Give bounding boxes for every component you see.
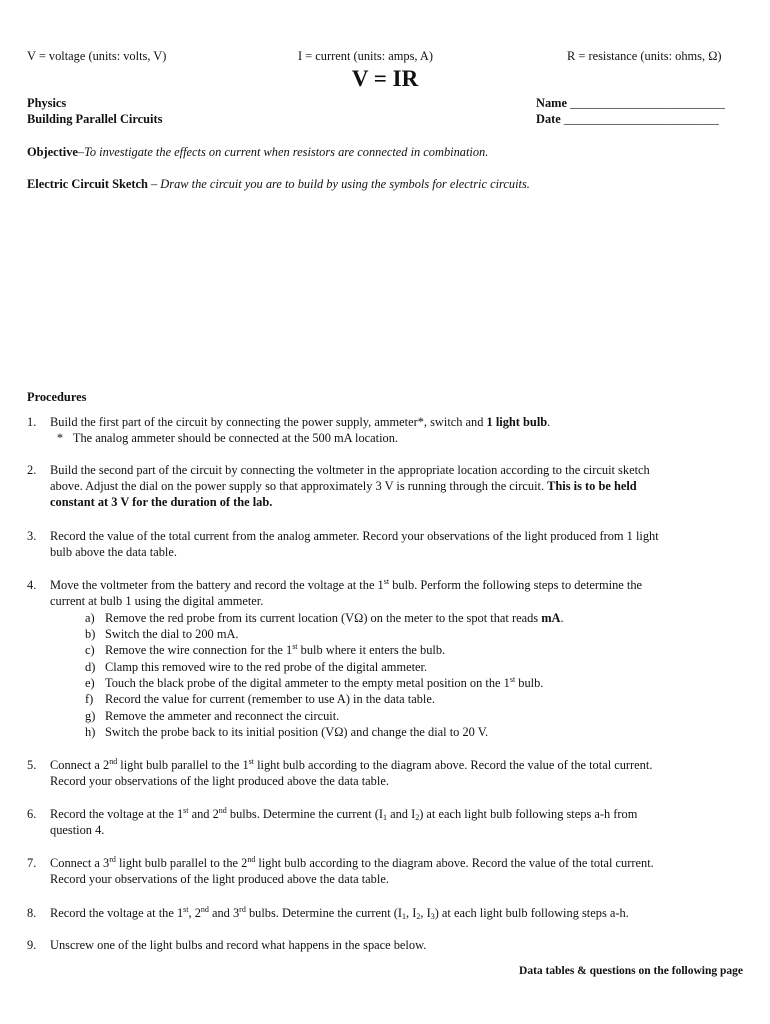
step-4-substep-b: b) Switch the dial to 200 mA. — [85, 627, 239, 641]
lab-title: Building Parallel Circuits — [27, 112, 163, 126]
resistance-definition: R = resistance (units: ohms, Ω) — [567, 49, 722, 63]
note-asterisk: * — [56, 431, 64, 445]
name-blank: _________________________ — [570, 96, 725, 110]
step-text: Move the voltmeter from the battery and record the voltage at the 1st bulb. Perform the following steps to determine the current at bulb 1 using the digital ammeter. — [50, 577, 643, 608]
step-text: Connect a 3rd light bulb parallel to the 2nd light bulb according to the diagram above. Record the value of the total current. Record your observations of the light produced above the data table. — [50, 855, 654, 886]
sketch-line — [27, 176, 530, 192]
sketch-text: – Draw the circuit you are to build by using the symbols for electric circuits. — [151, 177, 530, 191]
step-4-substep-h: h) Switch the probe back to its initial position (VΩ) and change the dial to 20 V. — [85, 725, 489, 739]
date-label: Date — [536, 112, 561, 126]
name-row — [536, 95, 725, 111]
date-row — [536, 111, 719, 127]
step-text: Build the first part of the circuit by connecting the power supply, ammeter*, switch and 1 light bulb. — [50, 415, 551, 429]
current-definition: I = current (units: amps, A) — [298, 49, 433, 63]
step-text: Connect a 2nd light bulb parallel to the 1st light bulb according to the diagram above. Record the value of the total current. Record your observations of the light produced above the data table. — [50, 757, 653, 788]
step-4-substep-e: e) Touch the black probe of the digital ammeter to the empty metal position on the 1st bulb. — [85, 675, 544, 690]
step-text: Record the value of the total current from the analog ammeter. Record your observations of the light produced from 1 light bulb above the data table. — [50, 529, 659, 559]
name-label: Name — [536, 96, 567, 110]
procedures-heading: Procedures — [27, 390, 87, 404]
step-number: 8. — [27, 906, 37, 920]
step-4-substep-d: d) Clamp this removed wire to the red probe of the digital ammeter. — [85, 660, 428, 674]
circuit-sketch-area — [27, 196, 743, 382]
step-number: 2. — [27, 463, 37, 477]
step-text: Record the voltage at the 1st, 2nd and 3rd bulbs. Determine the current ($I_1$, $I_2$, $I_3$) at each light bulb following steps a-h. — [50, 905, 629, 921]
voltage-definition: V = voltage (units: volts, V) — [27, 49, 167, 63]
step-text: Unscrew one of the light bulbs and record what happens in the space below. — [50, 938, 427, 952]
step-text: Record the voltage at the 1st and 2nd bulbs. Determine the current ($I_1$ and $I_2$) at each light bulb following steps a-h from question 4. — [50, 806, 638, 837]
step-4-substep-c: c) Remove the wire connection for the 1st bulb where it enters the bulb. — [85, 642, 446, 657]
step-number: 5. — [27, 758, 37, 772]
objective-text: –To investigate the effects on current when resistors are connected in combination. — [77, 145, 489, 159]
step-number: 9. — [27, 938, 37, 952]
ohms-law-formula: V = IR — [351, 66, 419, 91]
continued-note: Data tables & questions on the following page — [519, 965, 743, 977]
step-number: 7. — [27, 856, 37, 870]
sketch-label: Electric Circuit Sketch — [27, 177, 148, 191]
step-4-substep-f: f) Record the value for current (remember to use A) in the data table. — [85, 692, 435, 706]
step-text: Build the second part of the circuit by connecting the voltmeter in the appropriate location according to the circuit sketch above. Adjust the dial on the power supply so that approximately 3 V is running through the circuit. This is to be held constant at 3 V for the duration of the lab. — [50, 463, 650, 509]
objective-label: Objective — [27, 145, 78, 159]
step-number: 4. — [27, 578, 37, 592]
date-blank: _________________________ — [563, 112, 719, 126]
step-number: 3. — [27, 529, 37, 543]
step-4-substep-g: g) Remove the ammeter and reconnect the circuit. — [85, 709, 340, 723]
subject-label: Physics — [27, 96, 67, 110]
step-number: 1. — [27, 415, 37, 429]
objective-line — [27, 144, 488, 160]
step-number: 6. — [27, 807, 37, 821]
step-4-substep-a: a) Remove the red probe from its current location (VΩ) on the meter to the spot that reads mA. — [85, 611, 564, 625]
step-note: * The analog ammeter should be connected at the 500 mA location. — [50, 430, 747, 446]
